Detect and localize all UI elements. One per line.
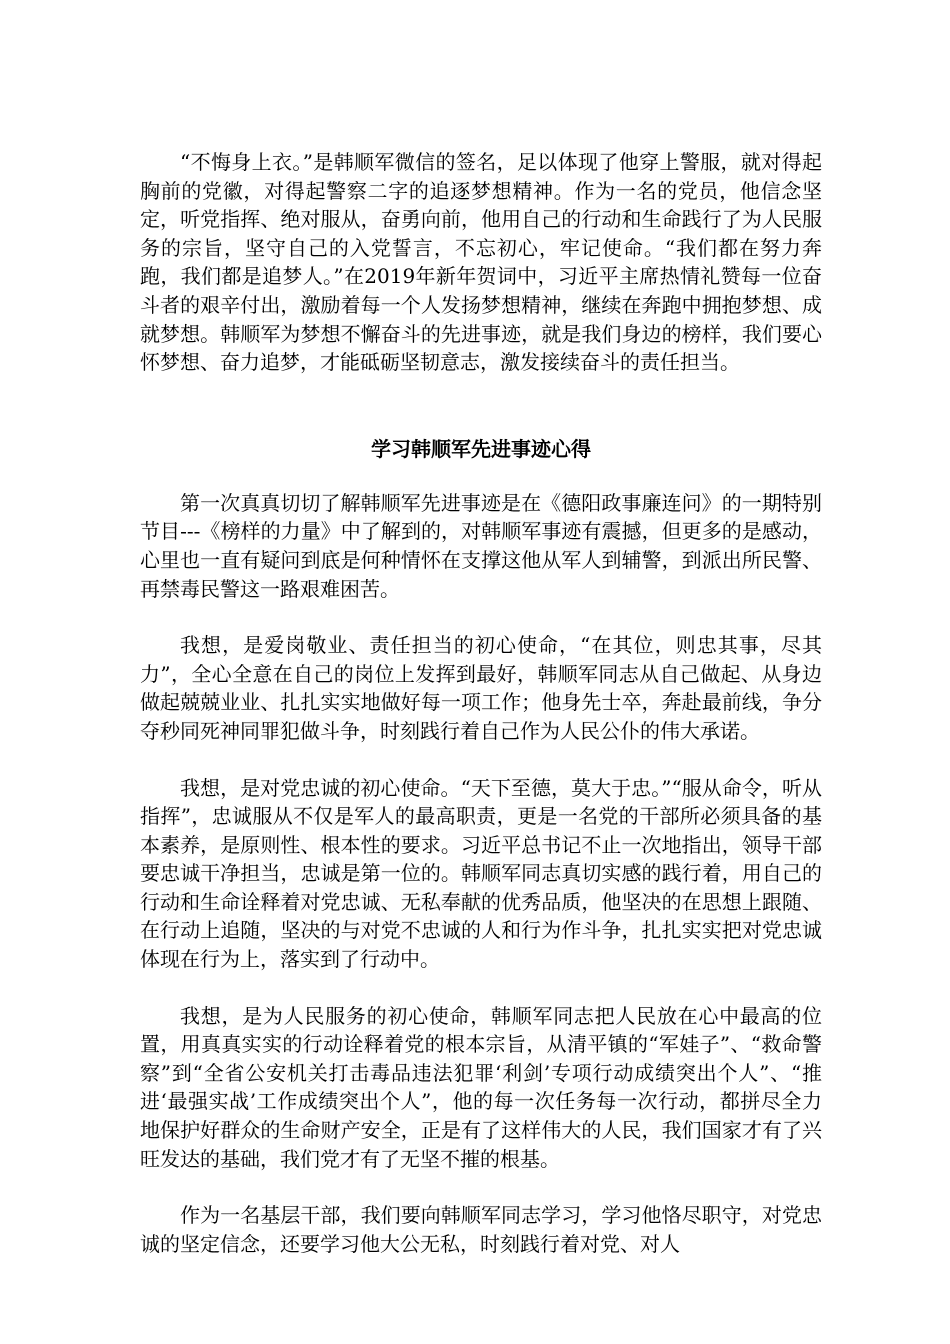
body-paragraph-5: 作为一名基层干部，我们要向韩顺军同志学习，学习他恪尽职守，对党忠诚的坚定信念，还要学习他大公无私，时刻践行着对党、对人 <box>140 1203 822 1256</box>
body-paragraph-4: 我想，是为人民服务的初心使命，韩顺军同志把人民放在心中最高的位置，用真真实实的行动诠释着党的根本宗旨，从清平镇的“军娃子”、“救命警察”到“全省公安机关打击毒品违法犯罪‘利剑’专项行动成绩突出个人”、“推进‘最强实战’工作成绩突出个人”，他的每一次任务每一次行动，都拼尽全力地保护好群众的生命财产安全，正是有了这样伟大的人民，我们国家才有了兴旺发达的基础，我们党才有了无坚不摧的根基。 <box>140 1003 822 1171</box>
body-paragraph-1: 第一次真真切切了解韩顺军先进事迹是在《德阳政事廉连问》的一期特别节目---《榜样的力量》中了解到的，对韩顺军事迹有震撼，但更多的是感动，心里也一直有疑问到底是何种情怀在支撑这他从军人到辅警，到派出所民警、再禁毒民警这一路艰难困苦。 <box>140 490 822 601</box>
body-paragraph-2: 我想，是爱岗敬业、责任担当的初心使命，“在其位，则忠其事，尽其力”，全心全意在自己的岗位上发挥到最好，韩顺军同志从自己做起、从身边做起兢兢业业、扎扎实实地做好每一项工作；他身先士卒，奔赴最前线，争分夺秒同死神同罪犯做斗争，时刻践行着自己作为人民公仆的伟大承诺。 <box>140 633 822 743</box>
document-title: 学习韩顺军先进事迹心得 <box>371 436 591 461</box>
document-page <box>140 148 822 1258</box>
body-paragraph-3: 我想，是对党忠诚的初心使命。“天下至德，莫大于忠。”“服从命令，听从指挥”，忠诚服从不仅是军人的最高职责，更是一名党的干部所必须具备的基本素养，是原则性、根本性的要求。习近平总书记不止一次地指出，领导干部要忠诚干净担当，忠诚是第一位的。韩顺军同志真切实感的践行着，用自己的行动和生命诠释着对党忠诚、无私奉献的优秀品质，他坚决的在思想上跟随、在行动上追随，坚决的与对党不忠诚的人和行为作斗争，扎扎实实把对党忠诚体现在行为上，落实到了行动中。 <box>140 775 822 972</box>
intro-paragraph: “不悔身上衣。”是韩顺军微信的签名，足以体现了他穿上警服，就对得起胸前的党徽，对得起警察二字的追逐梦想精神。作为一名的党员，他信念坚定，听党指挥、绝对服从，奋勇向前，他用自己的行动和生命践行了为人民服务的宗旨，坚守自己的入党誓言，不忘初心，牢记使命。“我们都在努力奔跑，我们都是追梦人。”在2019年新年贺词中，习近平主席热情礼赞每一位奋斗者的艰辛付出，激励着每一个人发扬梦想精神，继续在奔跑中拥抱梦想、成就梦想。韩顺军为梦想不懈奋斗的先进事迹，就是我们身边的榜样，我们要心怀梦想、奋力追梦，才能砥砺坚韧意志，激发接续奋斗的责任担当。 <box>140 150 822 375</box>
